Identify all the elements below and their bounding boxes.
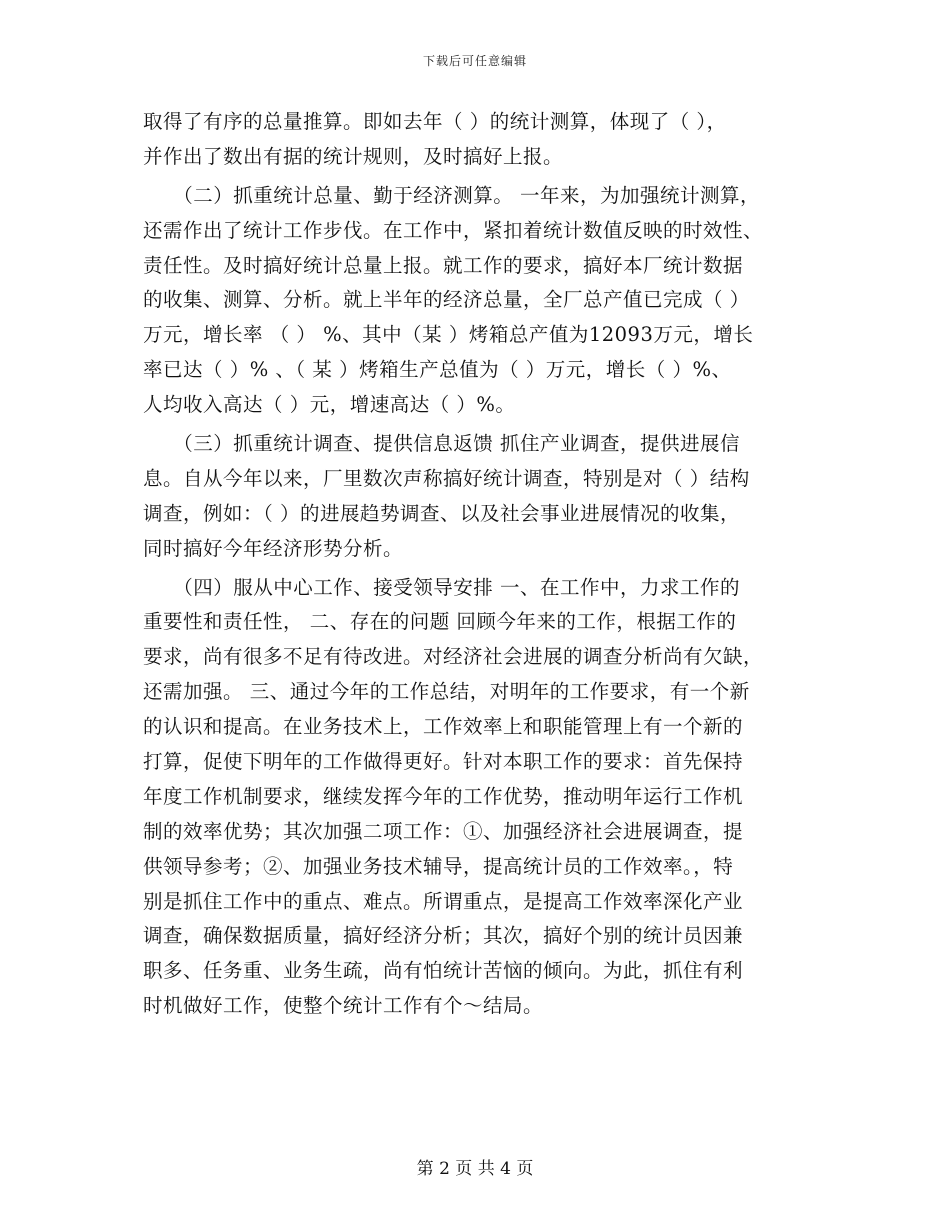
- paragraph-2: [143, 179, 823, 423]
- page-header: 下载后可任意编辑: [422, 54, 527, 68]
- text-line: 同时搞好今年经济形势分析。: [143, 536, 404, 560]
- text-line: 调查，例如：（ ）的进展趋势调查、以及社会事业进展情况的收集，: [143, 501, 740, 525]
- text-line: 制的效率优势；其次加强二项工作：①、加强经济社会进展调查，提: [143, 819, 744, 843]
- paragraph-3: [143, 427, 823, 567]
- document-body: [143, 105, 823, 1024]
- text-line: 打算，促使下明年的工作做得更好。针对本职工作的要求：首先保持: [143, 750, 744, 774]
- text-line: 还需作出了统计工作步伐。在工作中，紧扣着统计数值反映的时效性、: [143, 218, 764, 242]
- text-line: 的认识和提高。在业务技术上，工作效率上和职能管理上有一个新的: [143, 715, 744, 739]
- text-line: 的收集、测算、分析。就上半年的经济总量，全厂总产值已完成（ ）: [143, 288, 750, 312]
- text-line: 息。自从今年以来，厂里数次声称搞好统计调查，特别是对（ ）结构: [143, 466, 750, 490]
- text-line: 供领导参考；②、加强业务技术辅导，提高统计员的工作效率。，特: [143, 854, 734, 878]
- text-line: 并作出了数出有据的统计规则，及时搞好上报。: [143, 144, 564, 168]
- text-line: 年度工作机制要求，继续发挥今年的工作优势，推动明年运行工作机: [143, 784, 744, 808]
- text-line: 重要性和责任性， 二、存在的问题 回顾今年来的工作，根据工作的: [143, 610, 737, 634]
- paragraph-1: [143, 105, 823, 175]
- text-line: 要求，尚有很多不足有待改进。对经济社会进展的调查分析尚有欠缺，: [143, 645, 764, 669]
- text-line: 别是抓住工作中的重点、难点。所谓重点，是提高工作效率深化产业: [143, 889, 744, 913]
- text-line: 率已达（ ）% 、（ 某 ）烤箱生产总值为（ ）万元，增长（ ）%、: [143, 358, 732, 382]
- paragraph-4: [143, 571, 823, 1025]
- text-line: 调查，确保数据质量，搞好经济分析；其次，搞好个别的统计员因兼: [143, 924, 744, 948]
- text-line: 责任性。及时搞好统计总量上报。就工作的要求，搞好本厂统计数据: [143, 253, 744, 277]
- page-footer: 第 2 页 共 4 页: [416, 1159, 534, 1179]
- text-line: （二）抓重统计总量、勤于经济测算。 一年来，为加强统计测算，: [143, 183, 760, 207]
- text-line: 人均收入高达（ ）元，增速高达（ ）%。: [143, 393, 516, 417]
- text-line: 取得了有序的总量推算。即如去年（ ）的统计测算，体现了（ ），: [143, 110, 727, 133]
- text-line: （四）服从中心工作、接受领导安排 一、在工作中，力求工作的: [143, 575, 740, 599]
- text-line: 时机做好工作，使整个统计工作有个～结局。: [143, 994, 544, 1018]
- text-line: 还需加强。 三、通过今年的工作总结，对明年的工作要求，有一个新: [143, 680, 750, 704]
- text-line: 万元，增长率 （ ） %、其中（某 ）烤箱总产值为12093万元，增长: [143, 323, 754, 347]
- text-line: （三）抓重统计调查、提供信息返馈 抓住产业调查，提供进展信: [143, 432, 740, 456]
- text-line: 职多、任务重、业务生疏，尚有怕统计苦恼的倾向。为此，抓住有利: [143, 959, 744, 983]
